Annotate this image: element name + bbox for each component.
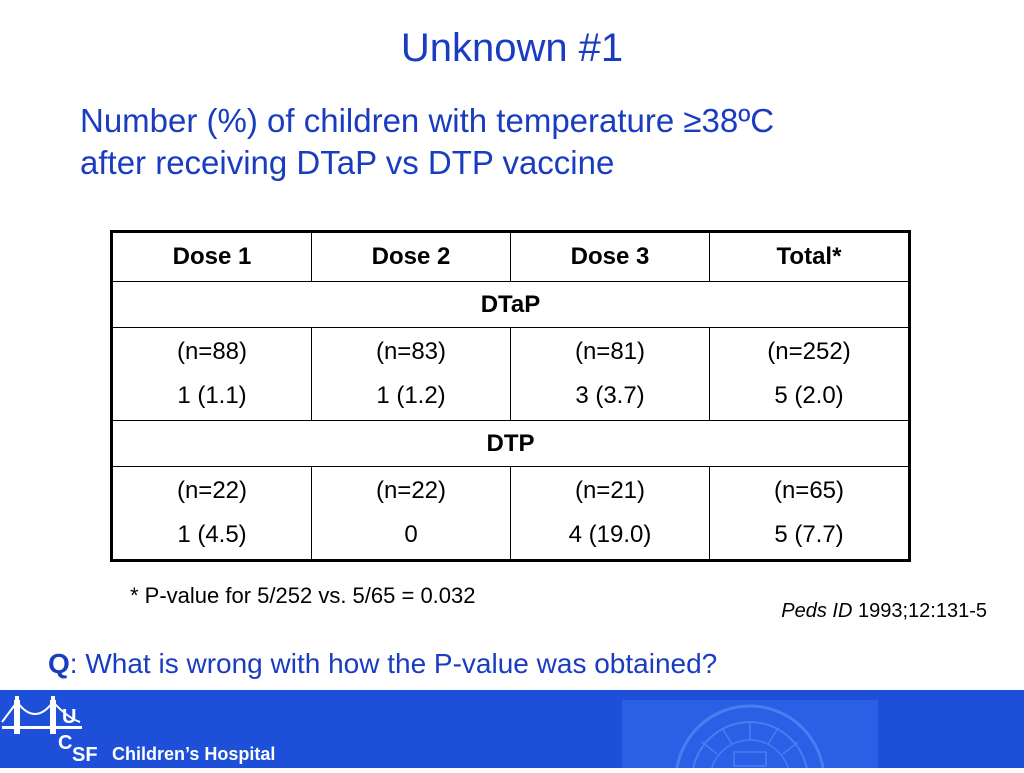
subtitle-line-1: Number (%) of children with temperature ≥38ºC [80,102,775,139]
header-dose-3: Dose 3 [511,232,710,282]
cell-value: 1 (1.1) [177,382,247,409]
results-table [110,230,911,562]
table-cell [710,467,910,561]
question [48,648,717,680]
table-cell [312,328,511,421]
question-text: : What is wrong with how the P-value was obtained? [69,648,718,679]
citation-ref: 1993;12:131-5 [857,600,987,622]
table-cell [511,467,710,561]
cell-n: (n=22) [176,477,248,504]
cell-value: 4 (19.0) [568,521,652,548]
citation [781,600,987,623]
logo-letter-u: U [62,706,77,728]
slide-subtitle [80,100,980,184]
header-total: Total* [710,232,910,282]
table-cell [112,328,312,421]
cell-n: (n=21) [574,477,646,504]
cell-value: 5 (7.7) [774,521,844,548]
cell-value: 0 [404,521,418,548]
cell-n: (n=88) [176,338,248,365]
group-row-dtap [112,282,910,328]
slide-title: Unknown #1 [400,26,624,70]
cell-n: (n=22) [375,477,447,504]
question-prefix: Q [48,648,70,679]
hospital-name: Children’s Hospital [112,744,276,764]
university-seal-icon [622,700,878,768]
subtitle-line-2: after receiving DTaP vs DTP vaccine [80,144,615,181]
cell-n: (n=83) [375,338,447,365]
cell-n: (n=81) [574,338,646,365]
table-row [112,467,910,561]
cell-value: 1 (4.5) [177,521,247,548]
cell-n: (n=65) [773,477,845,504]
ucsf-logo [0,692,98,768]
table-cell [710,328,910,421]
cell-value: 1 (1.2) [376,382,446,409]
cell-value: 3 (3.7) [575,382,645,409]
group-label-dtap: DTaP [112,282,910,328]
footnote: * P-value for 5/252 vs. 5/65 = 0.032 [130,583,476,608]
citation-journal: Peds ID [781,600,853,622]
table-row [112,328,910,421]
logo-letters-sf: SF [72,744,98,766]
group-row-dtp [112,421,910,467]
cell-n: (n=252) [767,338,851,365]
group-label-dtp: DTP [112,421,910,467]
logo-letter-c: C [58,732,73,754]
table-cell [112,467,312,561]
header-row [112,232,910,282]
header-dose-2: Dose 2 [312,232,511,282]
cell-value: 5 (2.0) [774,382,844,409]
table-cell [511,328,710,421]
table-cell [312,467,511,561]
header-dose-1: Dose 1 [112,232,312,282]
